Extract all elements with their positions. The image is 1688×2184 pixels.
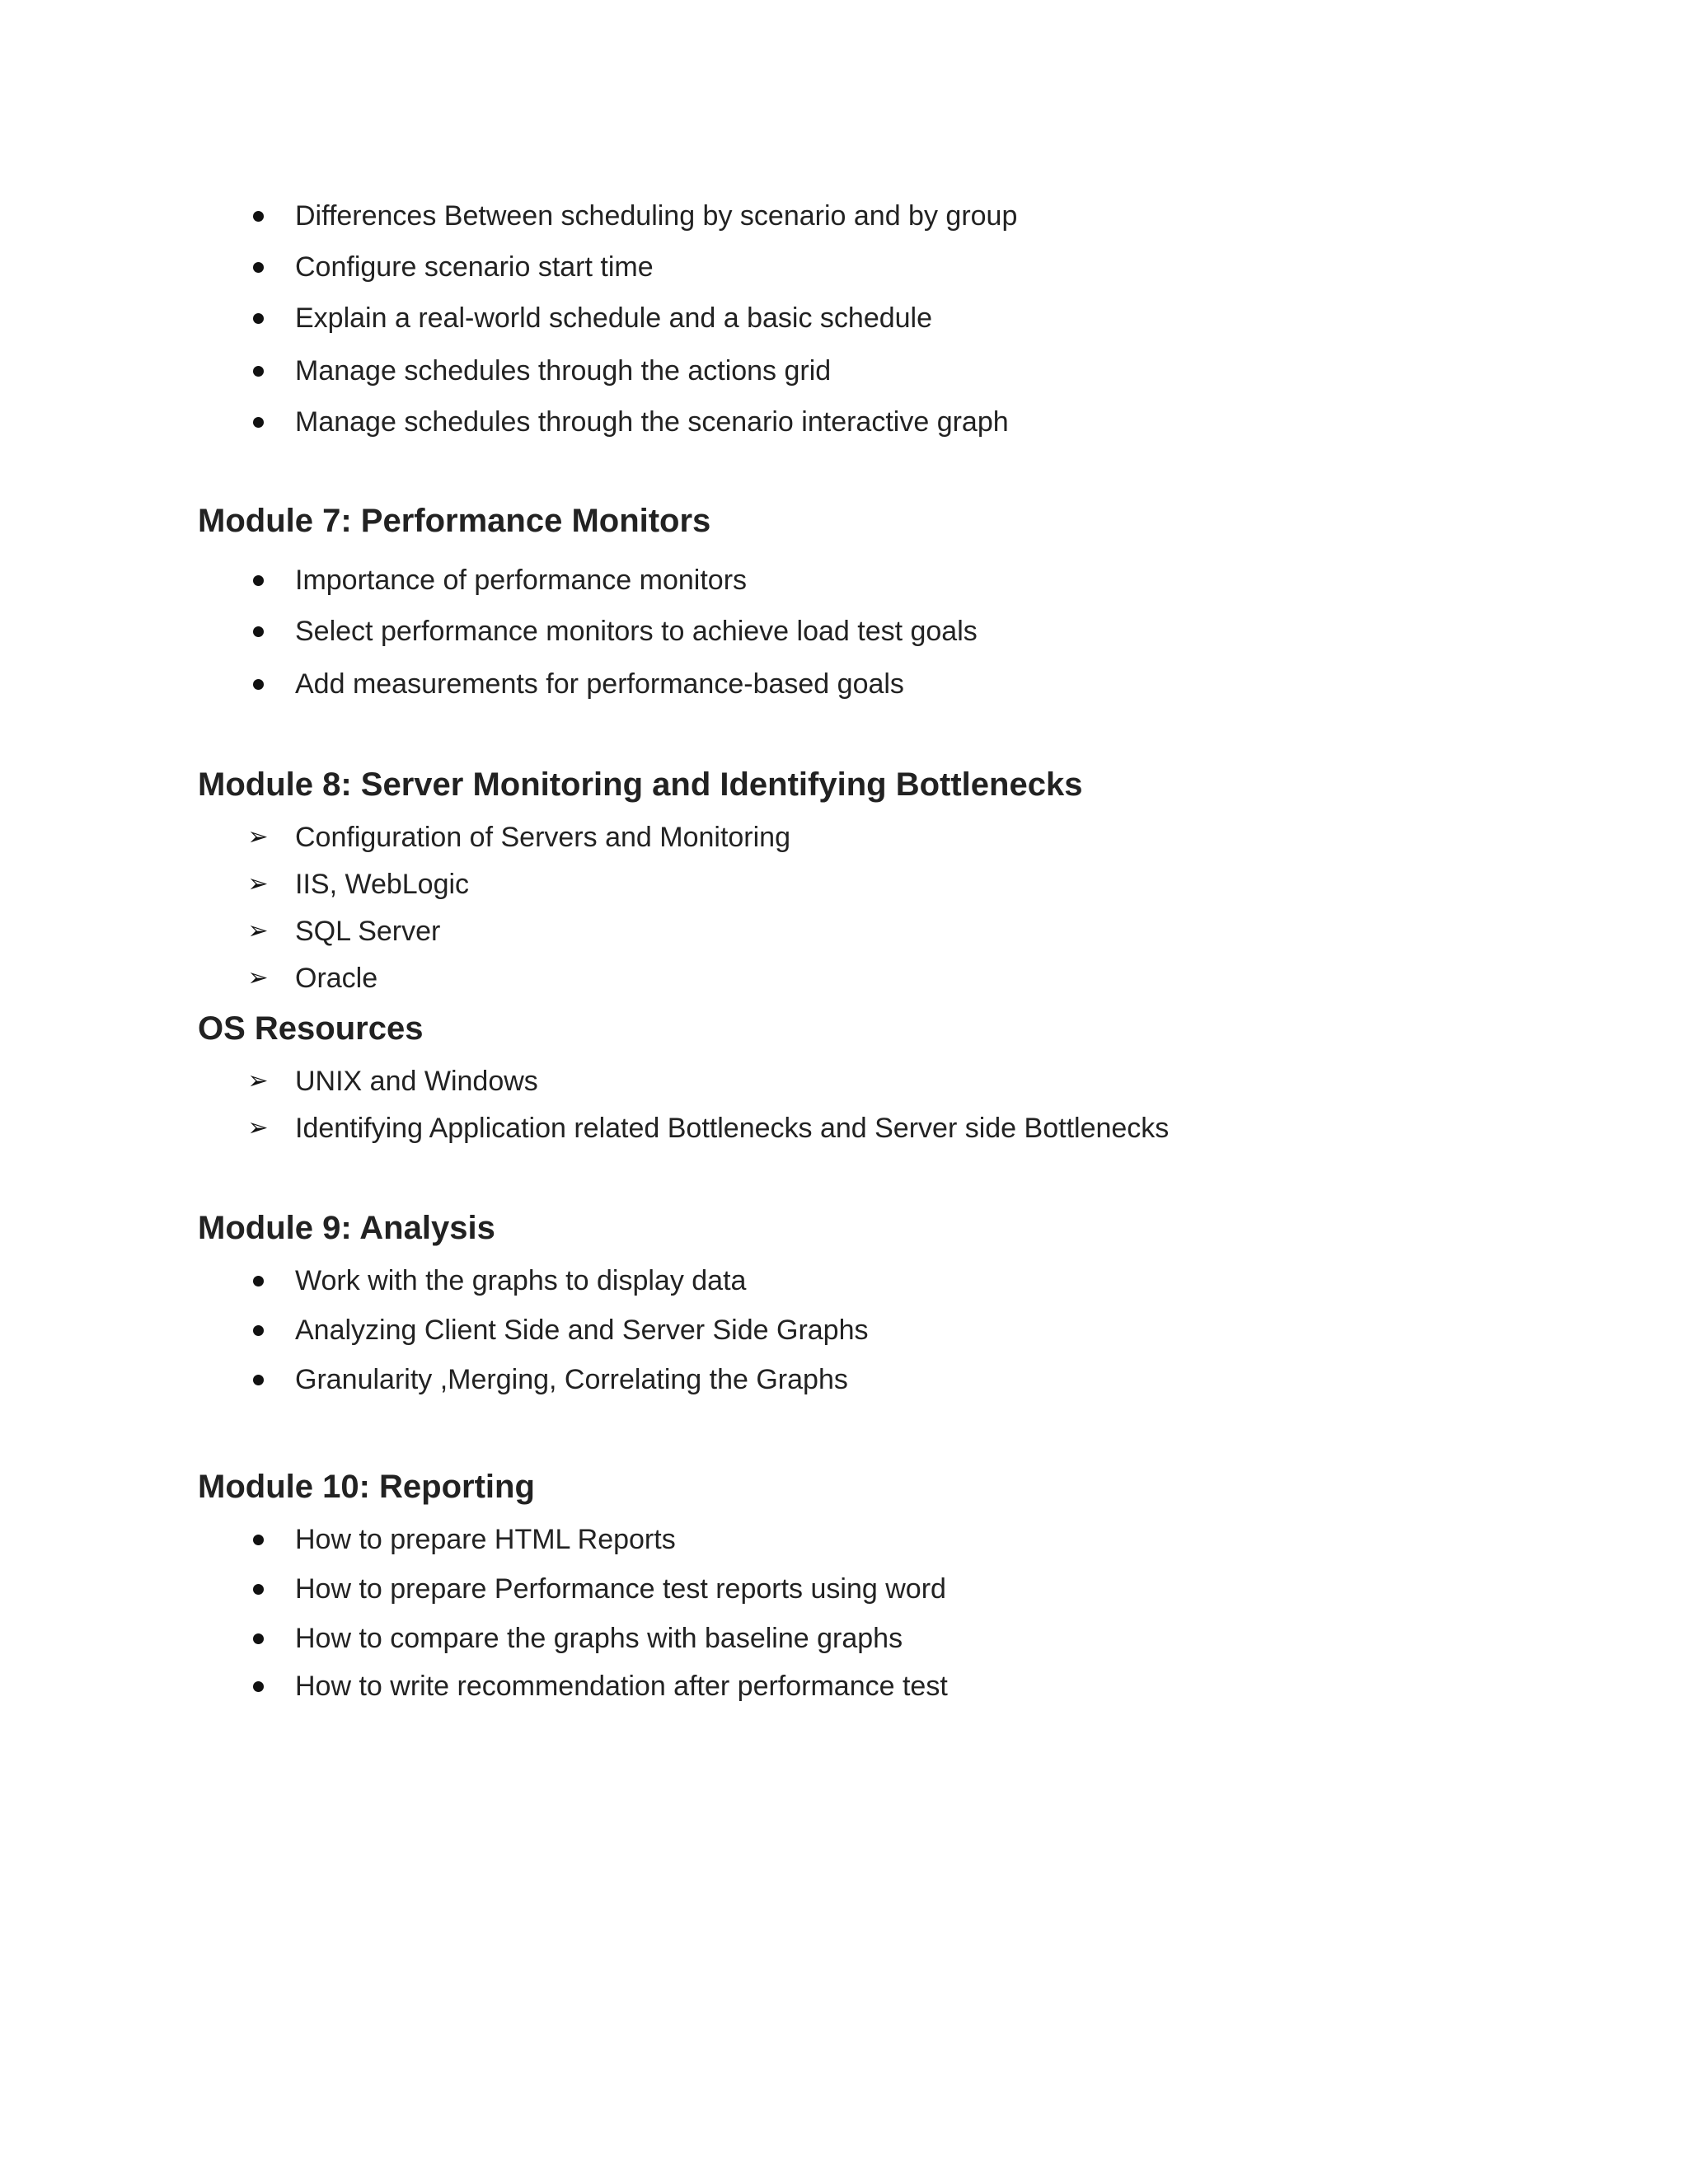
list-item: Oracle <box>295 963 378 994</box>
bullet-dot-icon <box>246 1314 270 1347</box>
arrowhead-bullet-icon: ➢ <box>247 1066 269 1095</box>
bullet-dot-icon <box>246 1572 270 1605</box>
arrowhead-bullet-icon: ➢ <box>247 1113 269 1142</box>
bullet-dot-icon <box>246 1523 270 1556</box>
list-item: Configure scenario start time <box>295 251 654 283</box>
list-item: How to write recommendation after performance test <box>295 1671 948 1702</box>
list-item: SQL Server <box>295 916 441 947</box>
arrowhead-bullet-icon: ➢ <box>247 916 269 945</box>
bullet-dot-icon <box>246 1622 270 1655</box>
module-7-heading: Module 7: Performance Monitors <box>198 503 711 539</box>
bullet-dot-icon <box>246 615 270 648</box>
list-item: How to prepare Performance test reports using word <box>295 1573 946 1605</box>
list-item: Identifying Application related Bottlenecks and Server side Bottlenecks <box>295 1113 1170 1144</box>
list-item: Differences Between scheduling by scenario and by group <box>295 200 1018 232</box>
list-item: UNIX and Windows <box>295 1066 538 1097</box>
bullet-dot-icon <box>246 405 270 438</box>
module-9-heading: Module 9: Analysis <box>198 1210 495 1246</box>
bullet-dot-icon <box>246 354 270 387</box>
bullet-dot-icon <box>246 668 270 701</box>
list-item: Manage schedules through the actions grid <box>295 355 832 387</box>
list-item: Manage schedules through the scenario interactive graph <box>295 406 1009 438</box>
module-8-heading: Module 8: Server Monitoring and Identifying Bottlenecks <box>198 766 1083 803</box>
list-item: Analyzing Client Side and Server Side Graphs <box>295 1315 869 1346</box>
list-item: Add measurements for performance-based goals <box>295 668 904 700</box>
list-item: Explain a real-world schedule and a basic schedule <box>295 302 933 334</box>
arrowhead-bullet-icon: ➢ <box>247 963 269 992</box>
module-10-heading: Module 10: Reporting <box>198 1469 535 1505</box>
list-item: How to compare the graphs with baseline graphs <box>295 1623 903 1654</box>
arrowhead-bullet-icon: ➢ <box>247 869 269 898</box>
list-item: IIS, WebLogic <box>295 869 470 900</box>
bullet-dot-icon <box>246 1264 270 1297</box>
list-item: Work with the graphs to display data <box>295 1265 747 1296</box>
bullet-dot-icon <box>246 564 270 597</box>
list-item: How to prepare HTML Reports <box>295 1524 676 1555</box>
list-item: Importance of performance monitors <box>295 565 748 596</box>
arrowhead-bullet-icon: ➢ <box>247 823 269 851</box>
bullet-dot-icon <box>246 251 270 284</box>
bullet-dot-icon <box>246 199 270 232</box>
bullet-dot-icon <box>246 1363 270 1396</box>
list-item: Select performance monitors to achieve load test goals <box>295 616 978 647</box>
os-resources-heading: OS Resources <box>198 1010 424 1047</box>
bullet-dot-icon <box>246 1670 270 1703</box>
bullet-dot-icon <box>246 302 270 335</box>
list-item: Configuration of Servers and Monitoring <box>295 822 790 853</box>
list-item: Granularity ,Merging, Correlating the Graphs <box>295 1364 848 1395</box>
